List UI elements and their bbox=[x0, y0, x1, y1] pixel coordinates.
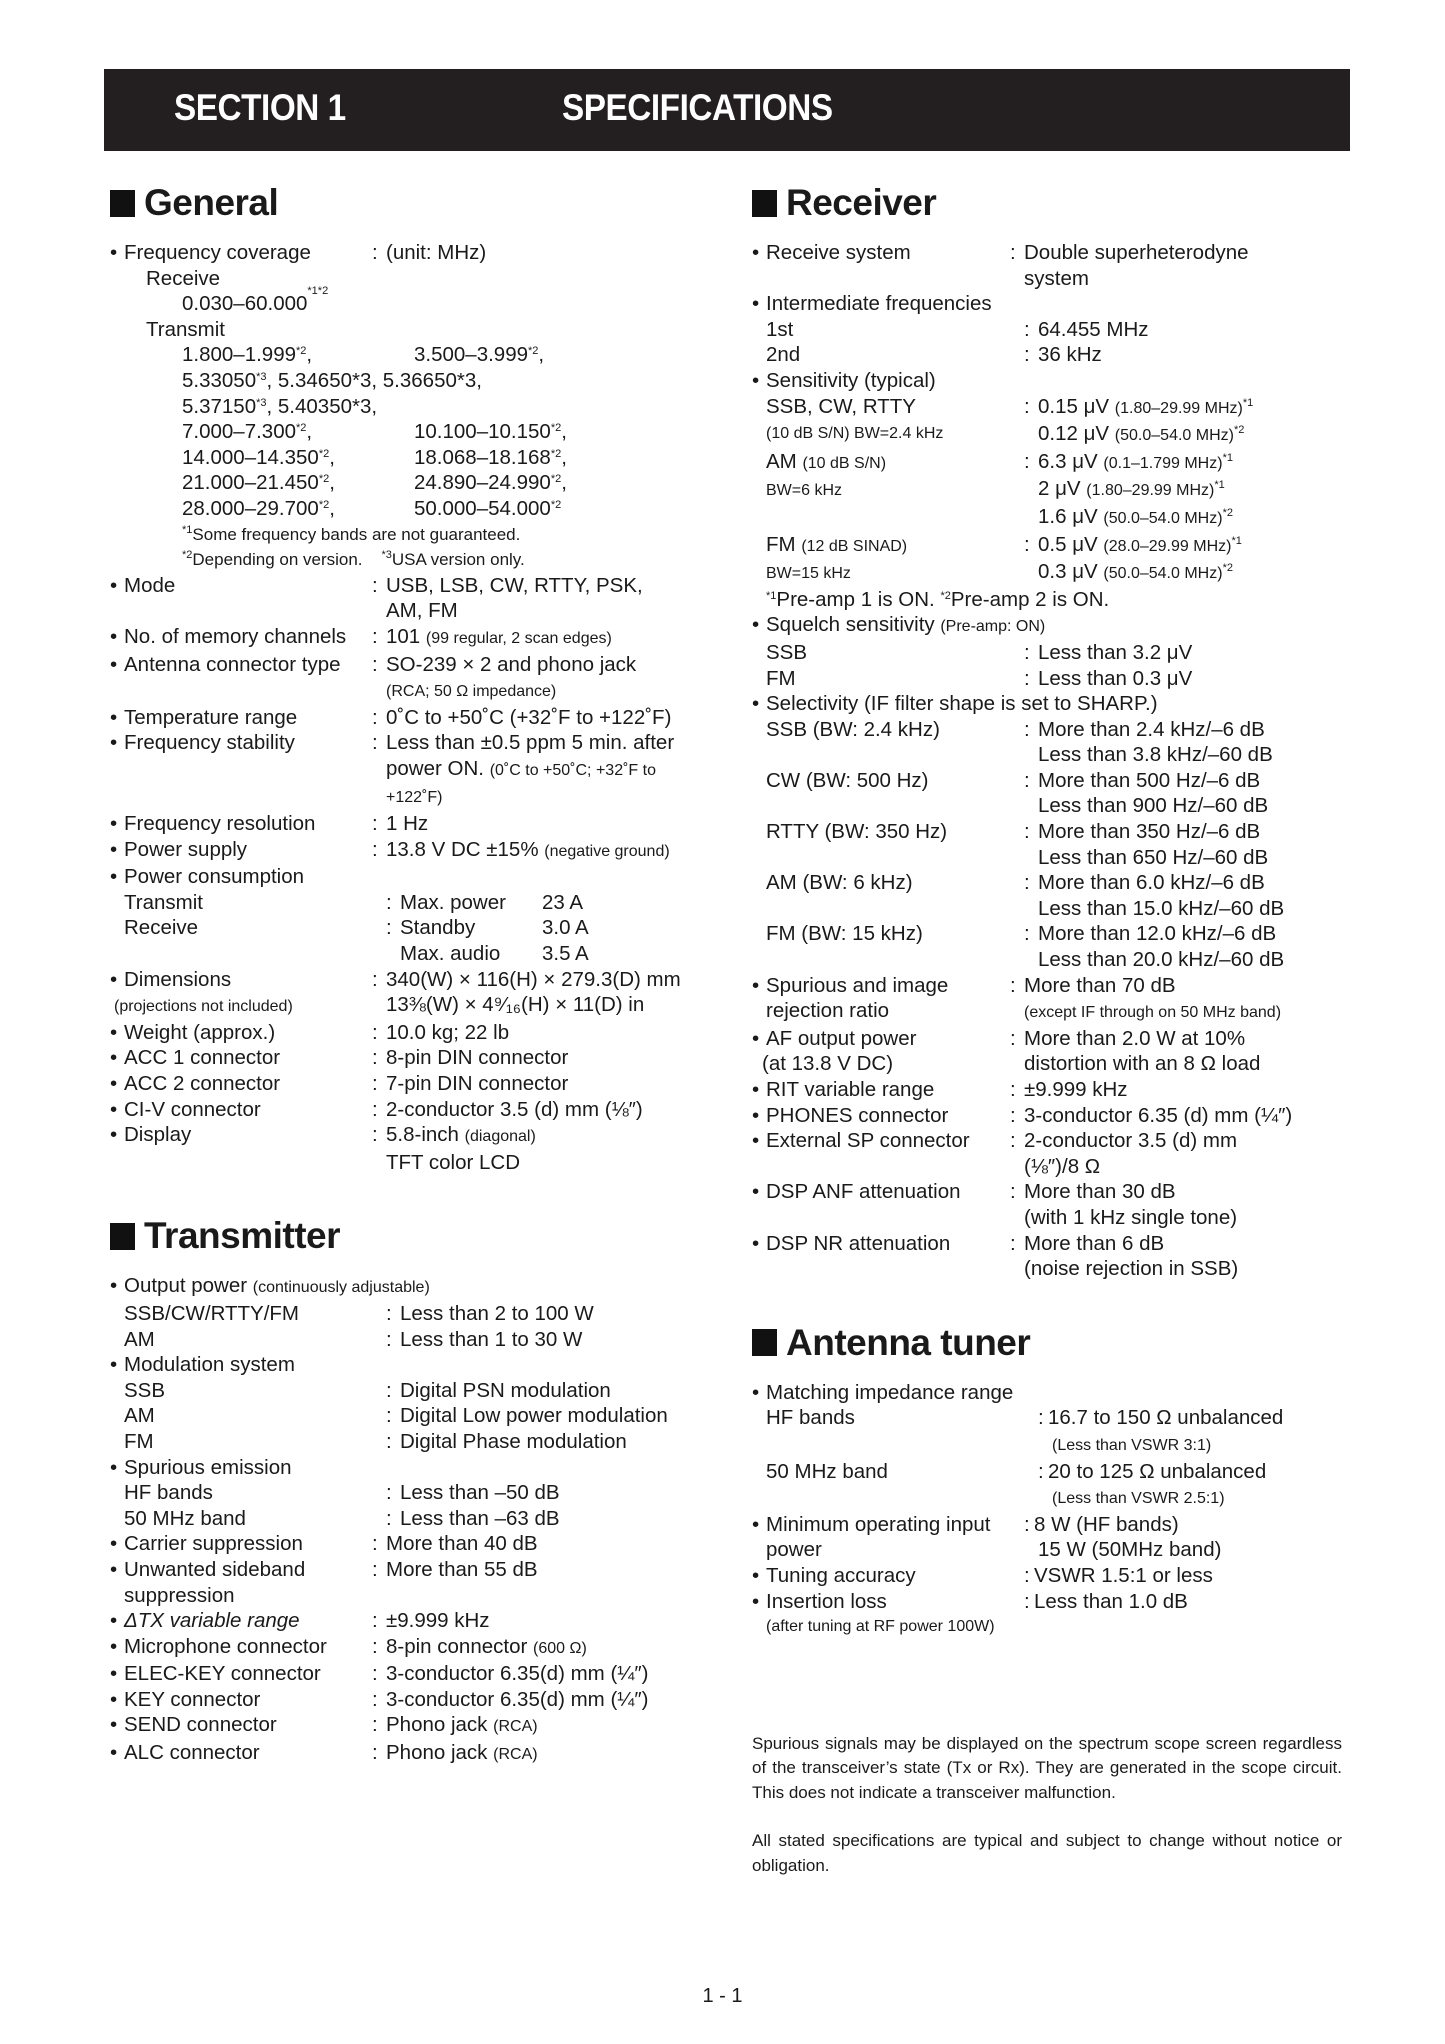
spec-dtx-range: • ΔTX variable range : ±9.999 kHz bbox=[110, 1609, 490, 1633]
spec-sub-row: AM (BW: 6 kHz) : More than 6.0 kHz/–6 dB Less than 15.0 kHz/–60 dB bbox=[766, 871, 1285, 920]
spec-modulation: • Modulation system bbox=[110, 1353, 295, 1377]
transmit-band: 7.000–7.300$^{*2}$, bbox=[182, 420, 313, 444]
spec-frequency-stability: • Frequency stability : Less than ±0.5 ppm 5 min. after power ON. (0˚C to +50˚C; +32˚F to +122˚F) bbox=[110, 731, 675, 807]
spec-power-consumption: • Power consumption bbox=[110, 865, 305, 889]
general-heading-text: General bbox=[144, 182, 279, 223]
spec-sens-ssb: SSB, CW, RTTY (10 dB S/N) BW=2.4 kHz : 0.15 μV (1.80–29.99 MHz)$^{*1}$ 0.12 μV (50.0–54.0 MHz)$^{*2}$ bbox=[766, 394, 1254, 446]
antenna-tuner-heading bbox=[752, 1320, 1362, 1366]
left-column bbox=[110, 180, 730, 1768]
transmit-band: 5.37150$^{*3}$, 5.40350*3, bbox=[182, 394, 378, 418]
output-power-rows bbox=[110, 1301, 730, 1352]
squelch-rows bbox=[752, 640, 1362, 691]
spec-external-sp: • External SP connector : 2-conductor 3.5 (d) mm (⅛″)/8 Ω bbox=[752, 1129, 1238, 1178]
spec-hf-bands: HF bands : 16.7 to 150 Ω unbalanced (Less than VSWR 3:1) bbox=[766, 1406, 1284, 1454]
antenna-tuner-section bbox=[752, 1320, 1362, 1640]
transmitter-heading bbox=[110, 1213, 730, 1259]
spec-sub-row: AM : Digital Low power modulation bbox=[124, 1404, 668, 1428]
spec-matching-impedance: • Matching impedance range bbox=[752, 1380, 1014, 1404]
square-bullet-icon bbox=[752, 1329, 777, 1356]
page-number: 1 - 1 bbox=[702, 1985, 743, 2007]
spec-microphone: • Microphone connector : 8-pin connector (600 Ω) bbox=[110, 1634, 587, 1658]
spec-value: (unit: MHz) bbox=[386, 241, 487, 264]
transmitter-heading-text: Transmitter bbox=[144, 1215, 341, 1257]
spec-sub-row: SSB : Digital PSN modulation bbox=[124, 1378, 611, 1402]
spec-dimensions: • Dimensions (projections not included) : 340(W) × 116(H) × 279.3(D) mm 13⅜(W) × 4⁹⁄₁₆(H) × 11(D) in bbox=[110, 967, 681, 1017]
transmit-band: 18.068–18.168$^{*2}$, bbox=[414, 445, 567, 469]
transmit-bands bbox=[110, 342, 730, 521]
disclaimer-note: All stated specifications are typical and subject to change without notice or obligation. bbox=[752, 1831, 1342, 1875]
receive-label: Receive bbox=[146, 266, 221, 290]
receive-range: 0.030–60.000 bbox=[182, 292, 308, 316]
transmit-band: 50.000–54.000$^{*2}$ bbox=[414, 496, 562, 520]
spec-min-input-power: • Minimum operating input power : 8 W (HF bands) 15 W (50MHz band) bbox=[752, 1512, 1222, 1562]
square-bullet-icon bbox=[110, 190, 135, 217]
receive-label-row bbox=[110, 266, 730, 292]
antenna-tuner-heading-text: Antenna tuner bbox=[786, 1321, 1031, 1363]
spec-alc: • ALC connector : Phono jack (RCA) bbox=[110, 1741, 538, 1765]
spec-sub-row: FM : Digital Phase modulation bbox=[124, 1429, 627, 1453]
spec-sub-row: RTTY (BW: 350 Hz) : More than 350 Hz/–6 dB Less than 650 Hz/–60 dB bbox=[766, 820, 1269, 869]
spec-sens-am: AM (10 dB S/N) BW=6 kHz : 6.3 μV (0.1–1.799 MHz)$^{*1}$ 2 μV (1.80–29.99 MHz)$^{*1}$ 1.6 μV (50.0–54.0 MHz)$^{*2}$ bbox=[766, 449, 1233, 528]
receiver-heading-text: Receiver bbox=[786, 182, 937, 223]
spec-sub-row: HF bands : Less than –50 dB bbox=[124, 1481, 560, 1505]
spec-sub-row: 50 MHz band : Less than –63 dB bbox=[124, 1506, 560, 1530]
spec-elec-key: • ELEC-KEY connector : 3-conductor 6.35(d) mm (¼″) bbox=[110, 1662, 649, 1686]
receive-range-row bbox=[110, 285, 730, 317]
square-bullet-icon bbox=[110, 1223, 135, 1250]
footnote-1: $^{*1}$Some frequency bands are not guaranteed. bbox=[182, 523, 521, 544]
spec-temperature-range: • Temperature range : 0˚C to +50˚C (+32˚F to +122˚F) bbox=[110, 705, 672, 729]
spec-power-supply: • Power supply : 13.8 V DC ±15% (negative ground) bbox=[110, 837, 670, 861]
general-heading bbox=[110, 180, 730, 226]
spec-sub-row: SSB : Less than 3.2 μV bbox=[766, 640, 1193, 664]
footnote-marker: *1*2 bbox=[307, 285, 329, 298]
spec-acc1: • ACC 1 connector : 8-pin DIN connector bbox=[110, 1046, 569, 1070]
transmit-band: 14.000–14.350$^{*2}$, bbox=[182, 445, 335, 469]
section-number: SECTION 1 bbox=[174, 87, 346, 128]
transmit-label-row bbox=[110, 317, 730, 343]
spec-insertion-loss: • Insertion loss : Less than 1.0 dB bbox=[752, 1589, 1188, 1613]
spec-if: • Intermediate frequencies bbox=[752, 292, 992, 316]
spec-selectivity: • Selectivity (IF filter shape is set to SHARP.) bbox=[752, 692, 1158, 716]
spec-sensitivity: • Sensitivity (typical) bbox=[752, 368, 936, 392]
transmit-band: 21.000–21.450$^{*2}$, bbox=[182, 471, 335, 495]
spec-rit: • RIT variable range : ±9.999 kHz bbox=[752, 1078, 1128, 1101]
footnote-2-3: $^{*2}$Depending on version. $^{*3}$USA version only. bbox=[182, 549, 525, 570]
preamp-footnote: $^{*1}$Pre-amp 1 is ON. $^{*2}$Pre-amp 2 is ON. bbox=[766, 587, 1110, 611]
transmit-band: 24.890–24.990$^{*2}$, bbox=[414, 471, 567, 495]
right-column bbox=[752, 180, 1362, 1878]
spec-output-power: • Output power (continuously adjustable) bbox=[110, 1274, 430, 1298]
transmit-band: 3.500–3.999$^{*2}$, bbox=[414, 343, 545, 367]
spec-acc2: • ACC 2 connector : 7-pin DIN connector bbox=[110, 1072, 569, 1095]
spec-af-output: • AF output power (at 13.8 V DC) : More than 2.0 W at 10% distortion with an 8 Ω load bbox=[752, 1026, 1261, 1076]
spec-antenna-connector: • Antenna connector type : SO-239 × 2 and phono jack (RCA; 50 Ω impedance) bbox=[110, 652, 637, 701]
page-title: SPECIFICATIONS bbox=[562, 87, 833, 128]
spec-civ: • CI-V connector : 2-conductor 3.5 (d) mm (⅛″) bbox=[110, 1097, 643, 1121]
receiver-heading bbox=[752, 180, 1362, 226]
spec-weight: • Weight (approx.) : 10.0 kg; 22 lb bbox=[110, 1020, 510, 1044]
insertion-loss-note: (after tuning at RF power 100W) bbox=[766, 1618, 995, 1636]
spec-sub-row: FM (BW: 15 kHz) : More than 12.0 kHz/–6 dB Less than 20.0 kHz/–60 dB bbox=[766, 922, 1285, 972]
spec-carrier-suppression: • Carrier suppression : More than 40 dB bbox=[110, 1532, 538, 1556]
spec-key: • KEY connector : 3-conductor 6.35(d) mm (¼″) bbox=[110, 1687, 649, 1711]
spec-unwanted-sideband: • Unwanted sideband suppression : More than 55 dB bbox=[110, 1557, 538, 1607]
transmit-band: 1.800–1.999$^{*2}$, bbox=[182, 343, 313, 367]
spec-pc-receive: Receive : Standby 3.0 A Max. audio 3.5 A bbox=[124, 916, 589, 966]
spec-dsp-anf: • DSP ANF attenuation : More than 30 dB (with 1 kHz single tone) bbox=[752, 1180, 1238, 1229]
spurious-note: Spurious signals may be displayed on the spectrum scope screen regardless of the transceiver’s state (Tx or Rx). They are generated in the scope circuit. This does not indicate a transceiver malfunction. bbox=[752, 1733, 1342, 1802]
transmit-label: Transmit bbox=[146, 317, 225, 341]
spec-sub-row: SSB (BW: 2.4 kHz) : More than 2.4 kHz/–6 dB Less than 3.8 kHz/–60 dB bbox=[766, 717, 1273, 767]
spurious-rows bbox=[110, 1480, 730, 1531]
spec-spurious-emission: • Spurious emission bbox=[110, 1455, 292, 1479]
spec-sub-row: SSB/CW/RTTY/FM : Less than 2 to 100 W bbox=[124, 1301, 594, 1325]
spec-squelch: • Squelch sensitivity (Pre-amp: ON) bbox=[752, 613, 1046, 637]
selectivity-rows bbox=[752, 717, 1362, 973]
spec-label: Frequency coverage bbox=[124, 241, 311, 264]
spec-if-2nd: 2nd : 36 kHz bbox=[766, 343, 1102, 367]
spec-display: • Display : 5.8-inch (diagonal) TFT color LCD bbox=[110, 1123, 536, 1174]
spec-sub-row: FM : Less than 0.3 μV bbox=[766, 666, 1193, 690]
spec-50mhz-band: 50 MHz band : 20 to 125 Ω unbalanced (Less than VSWR 2.5:1) bbox=[766, 1459, 1267, 1508]
modulation-rows bbox=[110, 1378, 730, 1455]
section-banner bbox=[104, 69, 1350, 151]
spec-frequency-coverage: • Frequency coverage : (unit: MHz) bbox=[110, 240, 730, 266]
transmit-band: 10.100–10.150$^{*2}$, bbox=[414, 420, 567, 444]
square-bullet-icon bbox=[752, 190, 777, 217]
transmit-band: 5.33050$^{*3}$, 5.34650*3, 5.36650*3, bbox=[182, 368, 482, 392]
spec-sub-row: AM : Less than 1 to 30 W bbox=[124, 1327, 583, 1351]
spec-tuning-accuracy: • Tuning accuracy : VSWR 1.5:1 or less bbox=[752, 1563, 1213, 1587]
spec-receive-system: • Receive system : Double superheterodyne system bbox=[752, 241, 1249, 290]
spec-send: • SEND connector : Phono jack (RCA) bbox=[110, 1713, 538, 1737]
spec-frequency-resolution: • Frequency resolution : 1 Hz bbox=[110, 812, 429, 836]
spec-sens-fm: FM (12 dB SINAD) BW=15 kHz : 0.5 μV (28.0–29.99 MHz)$^{*1}$ 0.3 μV (50.0–54.0 MHz)$^{*2}$ bbox=[766, 532, 1242, 584]
spec-mode: • Mode : USB, LSB, CW, RTTY, PSK, AM, FM bbox=[110, 573, 643, 623]
spec-dsp-nr: • DSP NR attenuation : More than 6 dB (noise rejection in SSB) bbox=[752, 1231, 1239, 1281]
spec-if-1st: 1st : 64.455 MHz bbox=[766, 317, 1149, 341]
spec-sub-row: CW (BW: 500 Hz) : More than 500 Hz/–6 dB Less than 900 Hz/–60 dB bbox=[766, 768, 1269, 818]
spec-memory-channels: • No. of memory channels : 101 (99 regular, 2 scan edges) bbox=[110, 624, 612, 648]
transmit-band: 28.000–29.700$^{*2}$, bbox=[182, 496, 335, 520]
spec-phones: • PHONES connector : 3-conductor 6.35 (d) mm (¼″) bbox=[752, 1103, 1293, 1127]
spec-spurious-image: • Spurious and image rejection ratio : More than 70 dB (except IF through on 50 MHz band) bbox=[752, 973, 1282, 1023]
spec-pc-transmit: Transmit : Max. power 23 A bbox=[124, 890, 584, 914]
